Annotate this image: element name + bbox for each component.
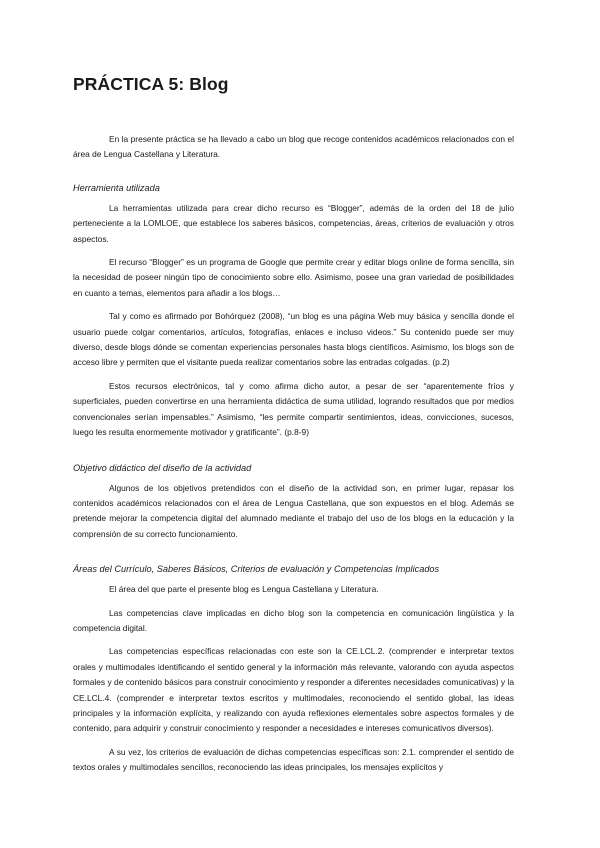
paragraph: Estos recursos electrónicos, tal y como afirma dicho autor, a pesar de ser “aparentemente fríos y superficiales, pueden convertirse en una herramienta didáctica de suma utilidad, logrando resultados que por medios convencionales serían impensables.” Asimismo, “les permite compartir sentimientos, ideas, convicciones, sucesos, luego les resulta enormemente motivador y gratificante”. (p.8-9) [73, 380, 514, 438]
section-heading-tool: Herramienta utilizada [73, 182, 160, 193]
paragraph: Las competencias específicas relacionadas con este son la CE.LCL.2. (comprender e interpretar textos orales y multimodales identificando el sentido general y la información más relevante, valorando con ayuda aspectos formales y de contenido básicos para construir conocimiento y responder a diferentes necesidades comunicativas) y la CE.LCL.4. (comprender e interpretar textos escritos y multimodales, reconociendo el sentido global, las ideas principales y la información explícita, y realizando con ayuda reflexiones elementales sobre aspectos formales y de contenido, para adquirir y construir conocimiento y responder a necesidades e intereses comunicativos diversos). [73, 646, 514, 734]
section-heading-objective: Objetivo didáctico del diseño de la actividad [73, 462, 252, 473]
page-title: PRÁCTICA 5: Blog [73, 74, 229, 94]
intro-paragraph: En la presente práctica se ha llevado a cabo un blog que recoge contenidos académicos relacionados con el área de Lengua Castellana y Literatura. [73, 134, 514, 160]
paragraph: La herramientas utilizada para crear dicho recurso es “Blogger”, además de la orden del 18 de julio perteneciente a la LOMLOE, que establece los saberes básicos, competencias, áreas, criterios de evaluación y otros aspectos. [73, 202, 514, 244]
paragraph: El recurso “Blogger” es un programa de Google que permite crear y editar blogs online de forma sencilla, sin la necesidad de poseer ningún tipo de conocimiento sobre ello. Asimismo, posee una gran variedad de posibilidades en cuanto a temas, elementos para añadir a los blogs… [73, 257, 514, 298]
paragraph: Tal y como es afirmado por Bohórquez (2008), “un blog es una página Web muy básica y sencilla donde el usuario puede colgar comentarios, artículos, fotografías, enlaces e incluso videos.” Su contenido puede ser muy diverso, desde blogs dónde se comentan experiencias personales hasta blogs científicos. Asimismo, los blogs son de acceso libre y permiten que el visitante pueda realizar comentarios sobre las entradas colgadas. (p.2) [73, 311, 514, 368]
paragraph: A su vez, los criterios de evaluación de dichas competencias específicas son: 2.1. comprender el sentido de textos orales y multimodales sencillos, reconociendo las ideas principales, los mensajes explícitos y [73, 746, 514, 773]
paragraph: El área del que parte el presente blog es Lengua Castellana y Literatura. [109, 584, 379, 595]
paragraph: Algunos de los objetivos pretendidos con el diseño de la actividad son, en primer lugar, repasar los contenidos académicos relacionados con el área de Lengua Castellana, que son expuestos en el blog. Además se pretende mejorar la competencia digital del alumnado mediante el trabajo del uso de los blogs en la educación y la comprensión de su correcto funcionamiento. [73, 482, 514, 539]
paragraph: Las competencias clave implicadas en dicho blog son la competencia en comunicación lingüística y la competencia digital. [73, 607, 514, 633]
section-heading-curriculum: Áreas del Currículo, Saberes Básicos, Criterios de evaluación y Competencias Implicados [73, 564, 440, 575]
